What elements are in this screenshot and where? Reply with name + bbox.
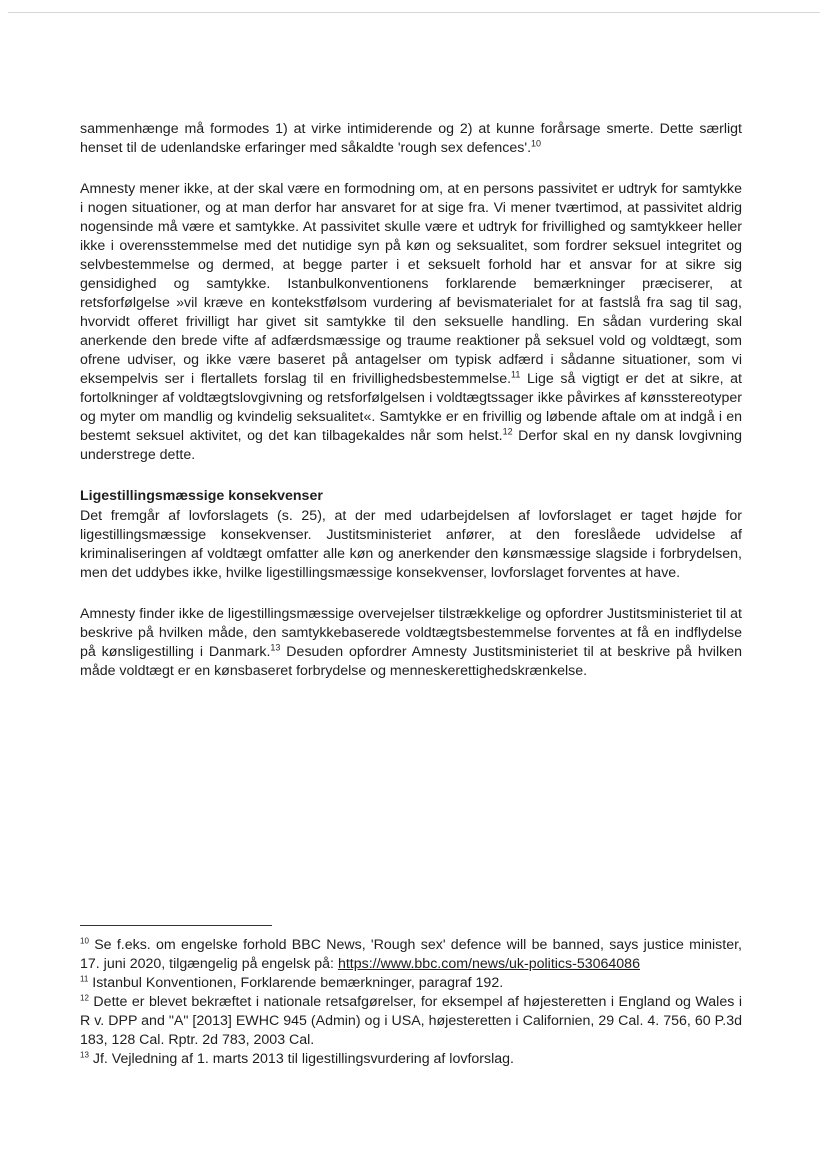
footnote-10: $^{10}$ Se f.eks. om engelske forhold BBC News, 'Rough sex' defence will be banned, says justice minister, 17. juni 2020, tilgængelig på engelsk på: https://www.bbc.com/news/uk-politics-53064086	[80, 936, 742, 972]
section-heading: Ligestillingsmæssige konsekvenser	[80, 488, 323, 504]
paragraph-passivity: Amnesty mener ikke, at der skal være en formodning om, at en persons passivitet er udtryk for samtykke i nogen situationer, og at man derfor har ansvaret for at sige fra. Vi mener tværtimod, at passivitet aldrig nogensinde må være et samtykke. At passivitet skulle være et udtryk for frivillighed og samtykkeer heller ikke i overensstemmelse med det nutidige syn på køn og seksualitet, som fordrer seksuel integritet og selvbestemmelse og dermed, at begge parter i et seksuelt forhold har et ansvar for at sikre sig gensidighed og samtykke. Istanbulkonventionens forklarende bemærkninger præciserer, at retsforfølgelse »vil kræve en kontekstfølsom vurdering af bevismaterialet for at fastslå fra sag til sag, hvorvidt offeret frivilligt har givet sit samtykke til den seksuelle handling. En sådan vurdering skal anerkende den brede vifte af adfærdsmæssige og traume reaktioner på seksuel vold og voldtægt, som ofrene udviser, og ikke være baseret på antagelser om typisk adfærd i sådanne situationer, som vi eksempelvis ser i flertallets forslag til en frivillighedsbestemmelse.$^{11}$ Lige så vigtigt er det at sikre, at fortolkninger af voldtægtslovgivning og retsforfølgelsen i voldtægtssager ikke påvirkes af kønsstereotyper og myter om mandlig og kvindelig seksualitet«. Samtykke er en frivillig og løbende aftale om at indgå i en bestemt seksuel aktivitet, og det kan tilbagekaldes når som helst.$^{12}$ Derfor skal en ny dansk lovgivning understrege dette.	[80, 181, 742, 463]
footnote-12: $^{12}$ Dette er blevet bekræftet i nationale retsafgørelser, for eksempel af højesteretten i England og Wales i R v. DPP and "A" [2013] EWHC 945 (Admin) og i USA, højesteretten i Californien, 29 Cal. 4. 756, 60 P.3d 183, 128 Cal. Rptr. 2d 783, 2003 Cal.	[80, 993, 742, 1048]
footnotes	[80, 936, 742, 1069]
page-body	[80, 120, 742, 703]
footnote-ref-11[interactable]: 11	[511, 369, 521, 380]
footnote-13: $^{13}$ Jf. Vejledning af 1. marts 2013 til ligestillingsvurdering af lovforslag.	[80, 1050, 514, 1067]
paragraph-equality-consequences: Det fremgår af lovforslagets (s. 25), at der med udarbejdelsen af lovforslaget er taget højde for ligestillingsmæssige konsekvenser. Justitsministeriet anfører, at den foreslåede udvidelse af kriminaliseringen af voldtægt omfatter alle køn og anerkender den kønsmæssige slagside i forbrydelsen, men det uddybes ikke, hvilke ligestillingsmæssige konsekvenser, lovforslaget forventes at have.	[80, 508, 742, 581]
footnote-separator	[80, 925, 272, 926]
footnote-ref-12[interactable]: 12	[502, 426, 513, 437]
paragraph-rough-sex: sammenhænge må formodes 1) at virke intimiderende og 2) at kunne forårsage smerte. Dette særligt henset til de udenlandske erfaringer med såkaldte 'rough sex defences'.$^{10}$	[80, 121, 742, 156]
paragraph-amnesty-call: Amnesty finder ikke de ligestillingsmæssige overvejelser tilstrækkelige og opfordrer Justitsministeriet til at beskrive på hvilken måde, den samtykkebaserede voldtægtsbestemmelse forventes at få en indflydelse på kønsligestilling i Danmark.$^{13}$ Desuden opfordrer Amnesty Justitsministeriet til at beskrive på hvilken måde voldtægt er en kønsbaseret forbrydelse og menneskerettighedskrænkelse.	[80, 606, 742, 679]
footnote-ref-10[interactable]: 10	[531, 138, 542, 149]
footnote-ref-13[interactable]: 13	[270, 642, 281, 653]
scan-top-edge	[8, 12, 820, 13]
footnote-11: $^{11}$ Istanbul Konventionen, Forklarende bemærkninger, paragraf 192.	[80, 974, 504, 991]
bbc-news-link[interactable]: https://www.bbc.com/news/uk-politics-53064086	[337, 956, 640, 972]
